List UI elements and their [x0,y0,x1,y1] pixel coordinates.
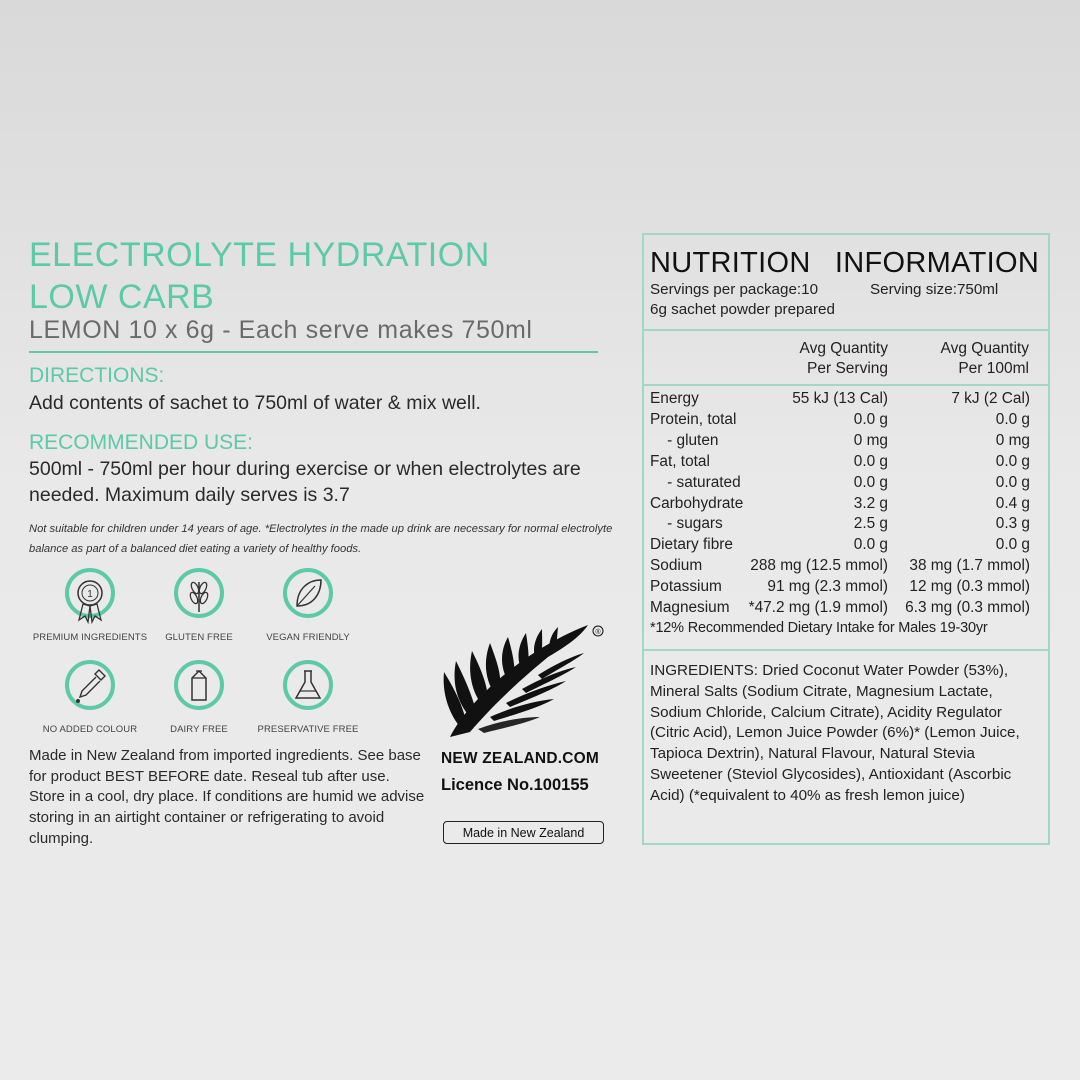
table-row [650,599,1030,620]
table-row [650,411,1030,432]
dropper-icon [65,660,115,718]
nutrient-name: - gluten [650,431,719,449]
per-serving-value: 0 mg [853,431,888,449]
made-in-text: Made in New Zealand from imported ingredients. See base for product BEST BEFORE date. Reseal tub after use. Store in a cool, dry place. If conditions are humid we advise storing in an airtight container or refrigerating to avoid clumping. [29,747,425,847]
badge-premium-ingredients [30,568,150,643]
per-100ml-value: 12 mg (0.3 mmol) [909,578,1030,596]
milk-carton-icon [174,660,224,718]
silver-fern-logo [430,617,610,747]
badge-label: DAIRY FREE [170,724,228,735]
medal-icon [65,568,115,626]
badge-preservative-free [248,660,368,735]
nutrient-name: Magnesium [650,599,730,616]
per-serving-value: 55 kJ (13 Cal) [792,390,888,407]
table-row [650,578,1030,599]
badge-label: VEGAN FRIENDLY [266,632,350,643]
table-row [650,495,1030,516]
badge-no-added-colour [30,660,150,735]
nutrient-name: - saturated [650,473,741,491]
prepared-note: 6g sachet powder prepared [650,301,835,318]
wheat-icon [174,568,224,626]
title-divider [29,351,598,353]
ingredients-text: INGREDIENTS: Dried Coconut Water Powder (53%), Mineral Salts (Sodium Citrate, Magnesium Lactate, Sodium Chloride, Calcium Citrate), Acidity Regulator (Citric Acid), Lemon Juice Powder (6%)* (Lemon Juice, Tapioca Dextrin), Natural Flavour, Natural Stevia Sweetener (Steviol Glycosides), Antioxidant (Ascorbic Acid) (*equivalent to 40% as fresh lemon juice) [650,662,1020,804]
badge-gluten-free [139,568,259,643]
table-row [650,453,1030,474]
badge-label: GLUTEN FREE [165,632,233,643]
per-100ml-value: 7 kJ (2 Cal) [951,390,1030,407]
per-100ml-value: 38 mg (1.7 mmol) [909,557,1030,575]
header-line: Per Serving [807,360,888,377]
per-serving-value: 0.0 g [853,452,888,470]
panel-divider [644,649,1048,651]
header-line: Per 100ml [958,360,1029,377]
per-100ml-value: 6.3 mg (0.3 mmol) [905,599,1030,616]
per-100ml-value: 0.4 g [995,494,1030,512]
column-header-per-100ml [908,339,1029,379]
table-row [650,557,1030,578]
table-row [650,432,1030,453]
nutrient-name: Protein, total [650,410,737,428]
badge-dairy-free [139,660,259,735]
panel-divider [644,329,1048,331]
badge-label: PRESERVATIVE FREE [257,724,359,735]
per-serving-value: 3.2 g [853,494,888,512]
nutrient-name: Potassium [650,578,722,596]
nutrient-name: Carbohydrate [650,494,744,512]
servings-per-package: Servings per package:10 [650,281,819,298]
directions-heading: DIRECTIONS: [29,364,165,387]
serving-size: Serving size:750ml [870,281,999,298]
nutrition-title: NUTRITION INFORMATION [650,247,1040,279]
per-serving-value: 0.0 g [853,536,888,554]
per-serving-value: 2.5 g [853,515,888,533]
table-row [650,536,1030,557]
per-serving-value: 0.0 g [853,473,888,491]
nutrient-name: - sugars [650,515,723,533]
product-title-line1: ELECTROLYTE HYDRATION [29,236,490,274]
directions-text: Add contents of sachet to 750ml of water & mix well. [29,392,481,414]
nutrient-name: Dietary fibre [650,536,733,554]
product-title-line2: LOW CARB [29,278,215,316]
per-100ml-value: 0.0 g [995,410,1030,428]
leaf-icon [283,568,333,626]
nutrient-name: Energy [650,390,699,407]
per-serving-value: 91 mg (2.3 mmol) [767,578,888,596]
table-row [650,390,1030,411]
per-100ml-value: 0.0 g [995,536,1030,554]
recommended-text: 500ml - 750ml per hour during exercise or when electrolytes are needed. Maximum daily serves is 3.7 [29,458,581,506]
per-serving-value: 0.0 g [853,410,888,428]
nz-licence-label: Licence No.100155 [441,776,589,794]
made-in-nz-tag: Made in New Zealand [443,821,604,844]
product-subtitle: LEMON 10 x 6g - Each serve makes 750ml [29,316,533,344]
column-header-per-serving [770,339,888,379]
header-line: Avg Quantity [799,340,888,357]
per-100ml-value: 0.0 g [995,452,1030,470]
panel-divider [644,384,1048,386]
per-100ml-value: 0.3 g [995,515,1030,533]
badge-vegan-friendly [248,568,368,643]
nutrient-name: Fat, total [650,452,710,470]
nz-site-label: NEW ZEALAND.COM [441,750,599,767]
per-100ml-value: 0 mg [995,431,1030,449]
table-row [650,474,1030,495]
header-line: Avg Quantity [940,340,1029,357]
badge-label: NO ADDED COLOUR [42,724,138,735]
flask-icon [283,660,333,718]
table-row [650,515,1030,536]
badge-label: PREMIUM INGREDIENTS [32,632,148,643]
recommended-heading: RECOMMENDED USE: [29,431,254,454]
per-serving-value: 288 mg (12.5 mmol) [750,557,888,575]
per-serving-value: *47.2 mg (1.9 mmol) [748,599,888,616]
disclaimer-text: Not suitable for children under 14 years of age. *Electrolytes in the made up drink are necessary for normal electrolyte balance as part of a balanced diet eating a variety of healthy foods. [29,523,613,555]
per-100ml-value: 0.0 g [995,473,1030,491]
registered-mark: ® [595,629,601,636]
svg-text:1: 1 [87,589,93,600]
nutrition-footnote: *12% Recommended Dietary Intake for Males 19-30yr [650,620,988,636]
nutrient-name: Sodium [650,557,703,575]
